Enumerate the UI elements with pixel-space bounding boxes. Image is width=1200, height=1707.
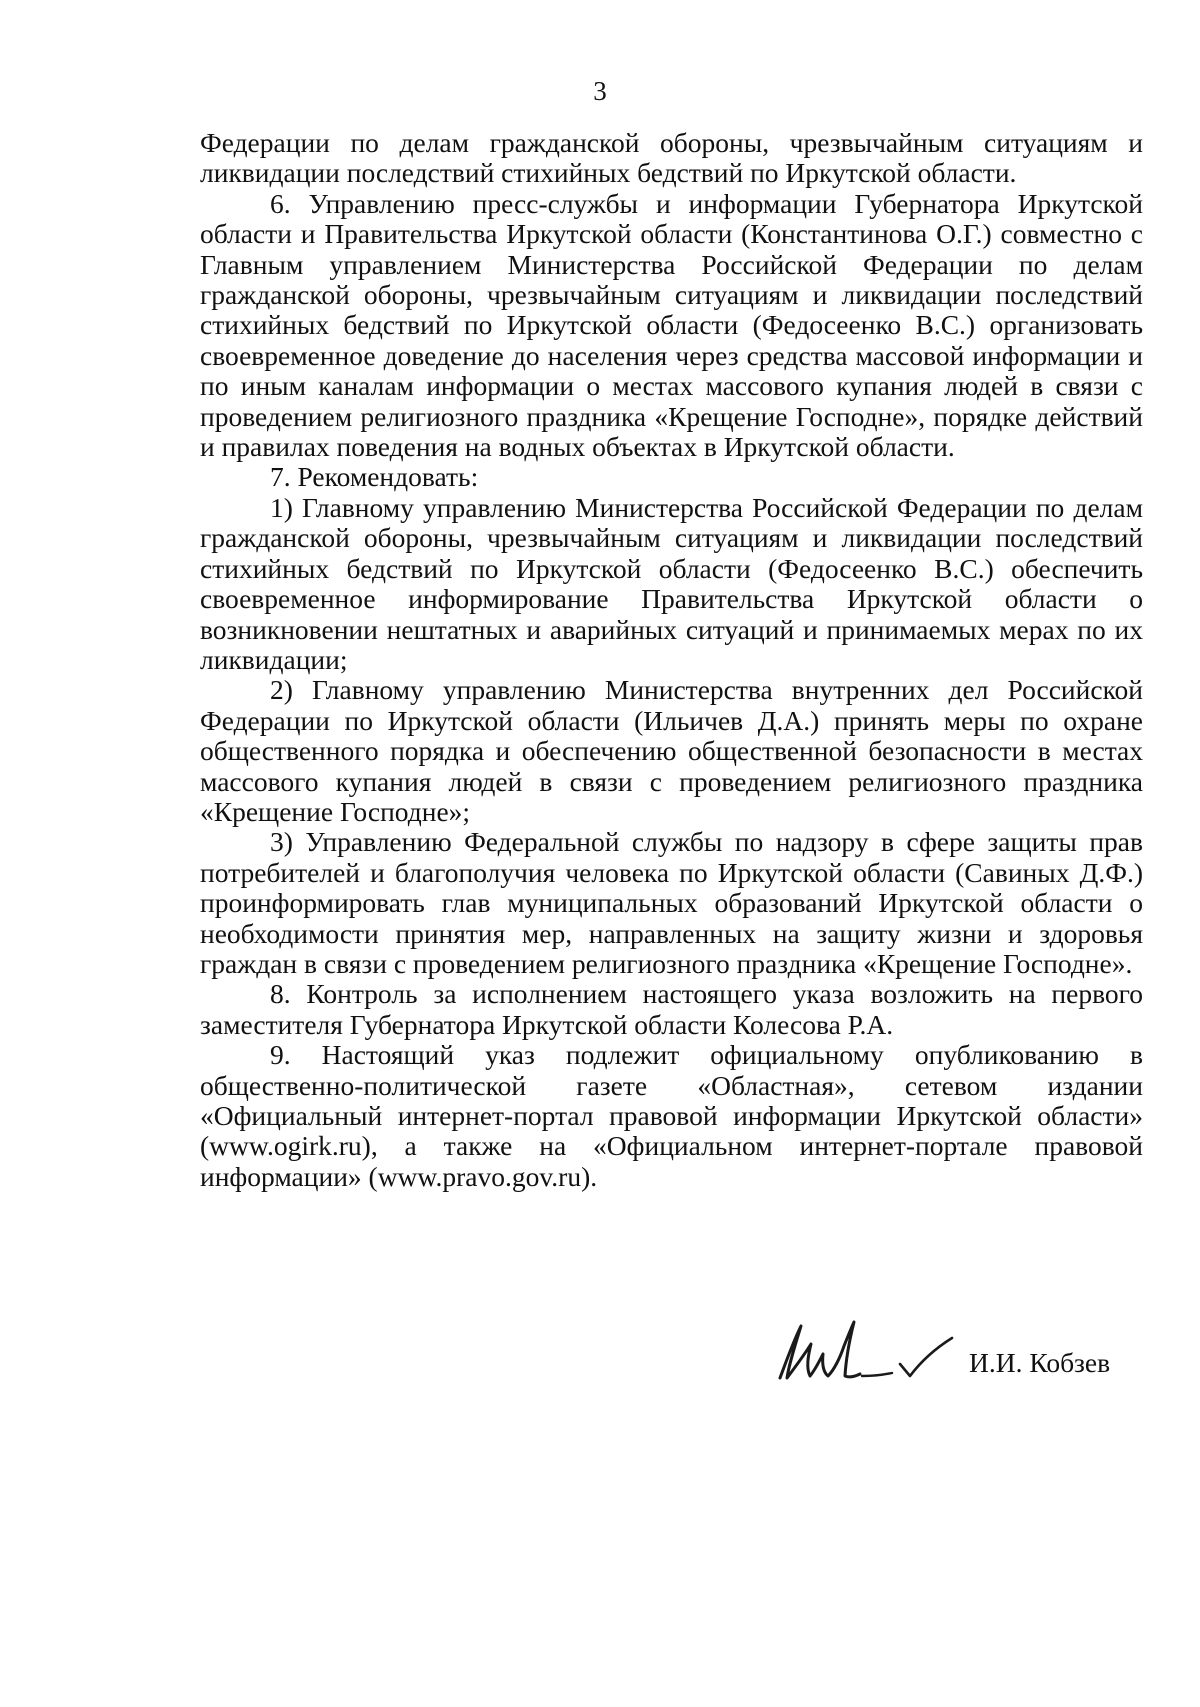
paragraph-item-7: 7. Рекомендовать: (270, 461, 479, 493)
signer-name: И.И. Кобзев (969, 1347, 1111, 1378)
handwritten-signature (760, 1318, 960, 1388)
paragraph-item-9: 9. Настоящий указ подлежит официальному опубликованию в общественно-политической газете «Областная», сетевом издании «Официальный интернет-портал правовой информации Иркутской области» (www.ogirk.ru), а также на «Официальном интернет-портале правовой информации» (www.pravo.gov.ru). (200, 1039, 1143, 1192)
paragraph-item-7-1: 1) Главному управлению Министерства Российской Федерации по делам гражданской обороны, чрезвычайным ситуациям и ликвидации последствий стихийных бедствий по Иркутской области (Федосеенко В.С.) обеспечить своевременное информирование Правительства Иркутской области о возникновении нештатных и аварийных ситуаций и принимаемых мерах по их ликвидации; (200, 491, 1143, 675)
paragraph-continuation: Федерации по делам гражданской обороны, чрезвычайным ситуациям и ликвидации последствий стихийных бедствий по Иркутской области. (200, 127, 1143, 189)
paragraph-item-7-3: 3) Управлению Федеральной службы по надзору в сфере защиты прав потребителей и благополучия человека по Иркутской области (Савиных Д.Ф.) проинформировать глав муниципальных образований Иркутской области о необходимости принятия мер, направленных на защиту жизни и здоровья граждан в связи с проведением религиозного праздника «Крещение Господне». (200, 826, 1143, 979)
paragraph-item-8: 8. Контроль за исполнением настоящего указа возложить на первого заместителя Губернатора Иркутской области Колесова Р.А. (200, 978, 1143, 1040)
page-number: 3 (593, 76, 607, 106)
document-body (200, 128, 1143, 1192)
signature-block (760, 1318, 1160, 1398)
paragraph-item-6: 6. Управлению пресс-службы и информации Губернатора Иркутской области и Правительства Иркутской области (Константинова О.Г.) совместно с Главным управлением Министерства Российской Федерации по делам гражданской обороны, чрезвычайным ситуациям и ликвидации последствий стихийных бедствий по Иркутской области (Федосеенко В.С.) организовать своевременное доведение до населения через средства массовой информации и по иным каналам информации о местах массового купания людей в связи с проведением религиозного праздника «Крещение Господне», порядке действий и правилах поведения на водных объектах в Иркутской области. (200, 187, 1143, 463)
paragraph-item-7-2: 2) Главному управлению Министерства внутренних дел Российской Федерации по Иркутской области (Ильичев Д.А.) принять меры по охране общественного порядка и обеспечению общественной безопасности в местах массового купания людей в связи с проведением религиозного праздника «Крещение Господне»; (200, 674, 1143, 827)
